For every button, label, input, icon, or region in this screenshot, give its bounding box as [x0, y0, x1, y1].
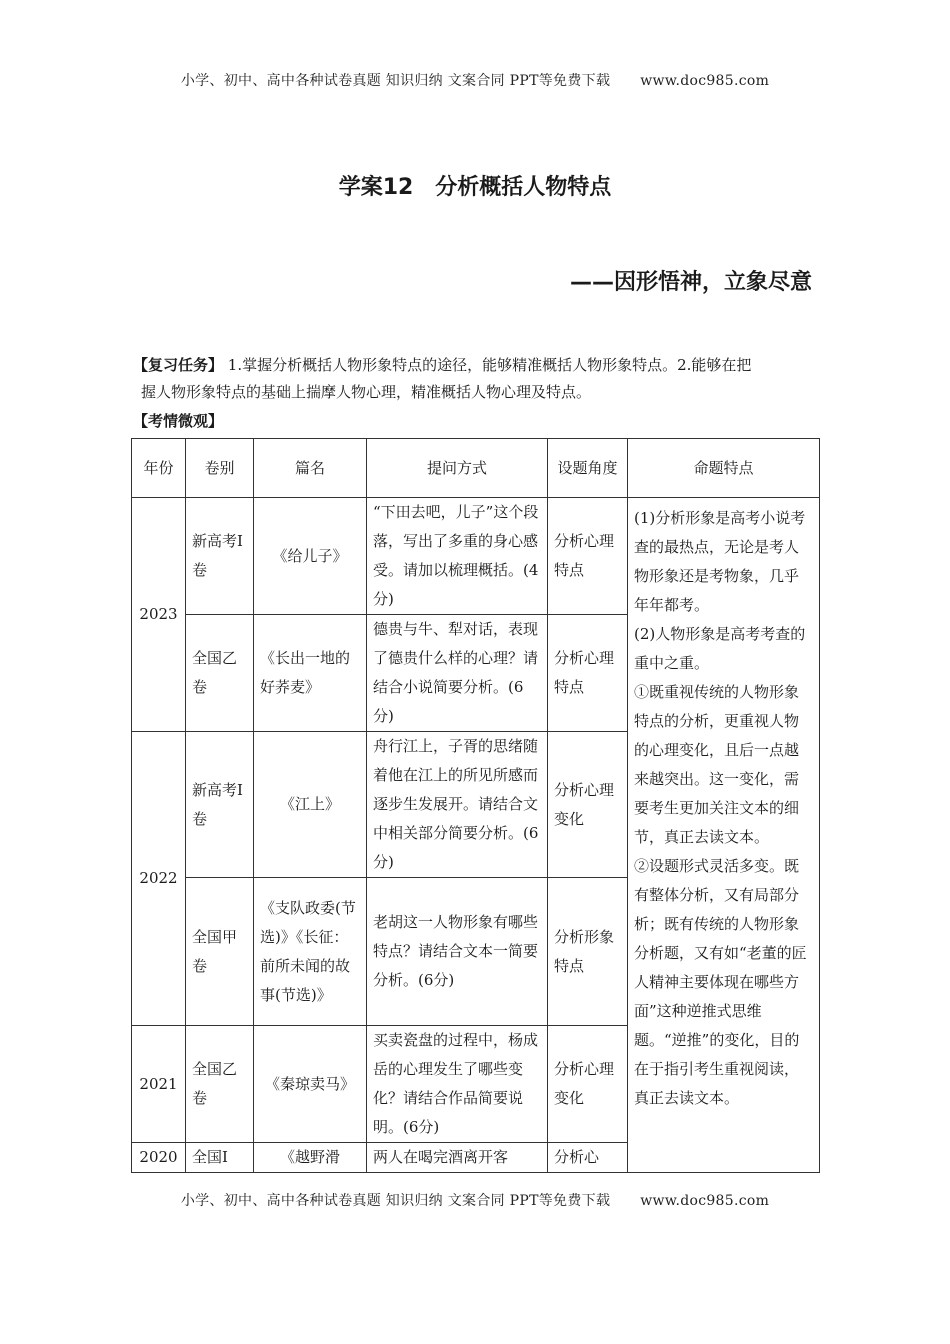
- review-task-text-1: 1.掌握分析概括人物形象特点的途径，能够精准概括人物形象特点。2.能够在把: [227, 356, 752, 374]
- header-paper: 卷别: [186, 439, 254, 498]
- cell-angle: 分析心: [548, 1143, 628, 1173]
- page-title: 学案12 分析概括人物特点: [338, 175, 612, 200]
- cell-title: 《支队政委(节选)》《长征：前所未闻的故事(节选)》: [254, 878, 367, 1026]
- cell-year: 2022: [132, 732, 186, 1026]
- cell-title: 《长出一地的好荞麦》: [254, 615, 367, 732]
- cell-question: 两人在喝完酒离开客: [367, 1143, 548, 1173]
- cell-year: 2021: [132, 1026, 186, 1143]
- cell-angle: 分析形象特点: [548, 878, 628, 1026]
- review-task: [133, 352, 818, 406]
- cell-paper: 新高考Ⅰ卷: [186, 498, 254, 615]
- header-title: 篇名: [254, 439, 367, 498]
- page-header: [0, 70, 950, 90]
- cell-question: 德贵与牛、犁对话，表现了德贵什么样的心理？请结合小说简要分析。(6分): [367, 615, 548, 732]
- cell-angle: 分析心理特点: [548, 498, 628, 615]
- cell-paper: 全国Ⅰ: [186, 1143, 254, 1173]
- cell-question: 老胡这一人物形象有哪些特点？请结合文本一简要分析。(6分): [367, 878, 548, 1026]
- cell-paper: 新高考Ⅰ卷: [186, 732, 254, 878]
- cell-question: “下田去吧，儿子”这个段落，写出了多重的身心感受。请加以梳理概括。(4分): [367, 498, 548, 615]
- table-header-row: [132, 439, 820, 498]
- cell-angle: 分析心理特点: [548, 615, 628, 732]
- review-task-line-2: 握人物形象特点的基础上揣摩人物心理，精准概括人物心理及特点。: [141, 383, 592, 401]
- review-task-label: 【复习任务】: [133, 356, 224, 374]
- footer-text: 小学、初中、高中各种试卷真题 知识归纳 文案合同 PPT等免费下载: [180, 1193, 611, 1209]
- page-subtitle: ——因形悟神，立象尽意: [569, 270, 812, 295]
- header-year: 年份: [132, 439, 186, 498]
- cell-title: 《给儿子》: [254, 498, 367, 615]
- cell-year: 2020: [132, 1143, 186, 1173]
- cell-paper: 全国甲卷: [186, 878, 254, 1026]
- cell-year: 2023: [132, 498, 186, 732]
- header-question: 提问方式: [367, 439, 548, 498]
- cell-title: 《秦琼卖马》: [254, 1026, 367, 1143]
- review-task-line-1: [133, 352, 818, 379]
- cell-paper: 全国乙卷: [186, 615, 254, 732]
- feature-item: (2)人物形象是高考考查的重中之重。: [634, 625, 806, 672]
- feature-item: (1)分析形象是高考小说考查的最热点，无论是考人物形象还是考物象，几乎年年都考。: [634, 509, 806, 614]
- cell-paper: 全国乙卷: [186, 1026, 254, 1143]
- exam-table: [131, 438, 820, 1173]
- cell-features: [628, 498, 820, 1173]
- footer-site: www.doc985.com: [640, 1193, 770, 1209]
- feature-item: ②设题形式灵活多变。既有整体分析，又有局部分析；既有传统的人物形象分析题，又有如“老董的匠人精神主要体现在哪些方面”这种逆推式思维题。“逆推”的变化，目的在于指引考生重视阅读，真正去读文本。: [634, 857, 807, 1107]
- exam-section-label: 【考情微观】: [133, 412, 224, 430]
- header-features: 命题特点: [628, 439, 820, 498]
- cell-angle: 分析心理变化: [548, 1026, 628, 1143]
- feature-item: ①既重视传统的人物形象特点的分析，更重视人物的心理变化，且后一点越来越突出。这一变化，需要考生更加关注文本的细节，真正去读文本。: [634, 683, 800, 846]
- cell-question: 舟行江上，子胥的思绪随着他在江上的所见所感而逐步生发展开。请结合文中相关部分简要分析。(6分): [367, 732, 548, 878]
- header-angle: 设题角度: [548, 439, 628, 498]
- header-site: www.doc985.com: [640, 73, 770, 89]
- table-row: [132, 498, 820, 615]
- cell-title: 《越野滑: [254, 1143, 367, 1173]
- header-text: 小学、初中、高中各种试卷真题 知识归纳 文案合同 PPT等免费下载: [180, 73, 611, 89]
- cell-title: 《江上》: [254, 732, 367, 878]
- cell-angle: 分析心理变化: [548, 732, 628, 878]
- cell-question: 买卖瓷盘的过程中，杨成岳的心理发生了哪些变化？请结合作品简要说明。(6分): [367, 1026, 548, 1143]
- page-footer: [0, 1190, 950, 1210]
